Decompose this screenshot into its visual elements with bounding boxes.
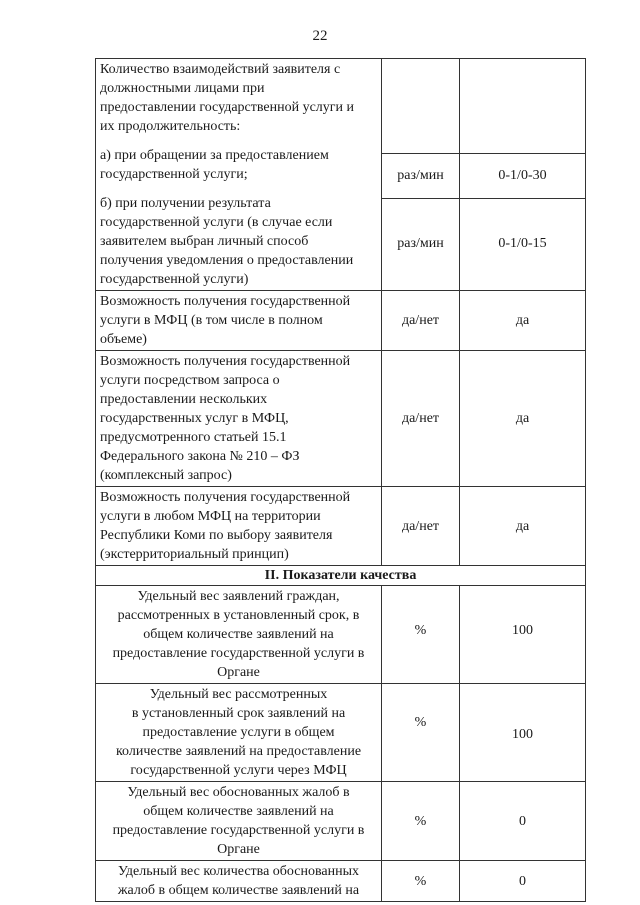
indicator-line: Количество взаимодействий заявителя с <box>100 62 341 77</box>
indicator-line: заявителем выбран личный способ <box>100 234 309 249</box>
indicator-line: предоставлении государственной услуги и <box>100 100 355 115</box>
indicator-line: их продолжительность: <box>100 119 241 134</box>
indicator-name-cell <box>96 59 382 291</box>
indicator-line: должностными лицами при <box>100 81 265 96</box>
indicator-value: да <box>460 487 586 566</box>
indicator-line: Возможность получения государственной <box>100 490 351 505</box>
indicator-name-cell <box>96 487 382 566</box>
indicator-line: предоставлении нескольких <box>100 392 268 407</box>
section-row <box>96 566 586 586</box>
table-row <box>96 351 586 487</box>
indicator-value: 0 <box>460 782 586 861</box>
page-number: 22 <box>312 28 328 44</box>
indicator-value: да <box>460 351 586 487</box>
indicator-name-cell <box>96 586 382 684</box>
indicator-value: 100 <box>460 586 586 684</box>
indicator-value: 100 <box>460 684 586 782</box>
indicators-table <box>95 58 586 902</box>
value-cell <box>460 59 586 291</box>
table-row <box>96 782 586 861</box>
indicator-line: предоставление государственной услуги в <box>112 646 365 661</box>
indicator-line: (комплексный запрос) <box>100 468 232 483</box>
indicator-line: государственной услуги (в случае если <box>100 215 333 230</box>
indicator-value: 0-1/0-15 <box>498 236 547 251</box>
indicator-line: Республики Коми по выбору заявителя <box>100 528 333 543</box>
indicator-line: Удельный вес количества обоснованных <box>117 864 360 879</box>
unit-value: % <box>382 684 460 782</box>
indicator-line: Федерального закона № 210 – ФЗ <box>100 449 300 464</box>
indicator-line: Удельный вес рассмотренных <box>149 687 328 702</box>
indicator-line: Удельный вес заявлений граждан, <box>137 589 340 604</box>
unit-value: % <box>382 861 460 902</box>
indicator-line: получения уведомления о предоставлении <box>100 253 354 268</box>
indicator-name-cell <box>96 291 382 351</box>
section-title: II. Показатели качества <box>96 566 586 586</box>
unit-value: раз/мин <box>397 236 444 251</box>
indicator-line: государственной услуги) <box>100 272 249 287</box>
indicator-line: б) при получении результата <box>100 196 271 211</box>
indicator-line: в установленный срок заявлений на <box>131 706 346 721</box>
indicator-value: да <box>460 291 586 351</box>
indicator-line: жалоб в общем количестве заявлений на <box>117 883 360 898</box>
table-row <box>96 586 586 684</box>
table-row <box>96 684 586 782</box>
indicator-name-cell <box>96 684 382 782</box>
indicator-line: услуги в любом МФЦ на территории <box>100 509 321 524</box>
indicator-line: общем количестве заявлений на <box>143 627 334 642</box>
indicator-line: объеме) <box>100 332 147 347</box>
indicator-line: предоставление государственной услуги в <box>112 823 365 838</box>
indicator-line: Возможность получения государственной <box>100 354 351 369</box>
indicator-line: Органе <box>217 842 260 857</box>
table-row <box>96 487 586 566</box>
indicator-line: рассмотренных в установленный срок, в <box>117 608 360 623</box>
unit-value: % <box>382 782 460 861</box>
unit-value: да/нет <box>382 291 460 351</box>
unit-value: да/нет <box>382 351 460 487</box>
indicator-line: государственной услуги; <box>100 167 248 182</box>
table-row <box>96 59 586 291</box>
unit-value: раз/мин <box>382 154 459 199</box>
indicator-line: услуги посредством запроса о <box>100 373 280 388</box>
indicator-line: (экстерриториальный принцип) <box>100 547 289 562</box>
indicator-line: количестве заявлений на предоставление <box>115 744 362 759</box>
indicator-name-cell <box>96 861 382 902</box>
indicator-line: услуги в МФЦ (в том числе в полном <box>100 313 323 328</box>
indicator-line: предоставление услуги в общем <box>142 725 335 740</box>
unit-value: % <box>382 586 460 684</box>
indicator-line: предусмотренного статьей 15.1 <box>100 430 287 445</box>
indicator-line: государственных услуг в МФЦ, <box>100 411 289 426</box>
indicator-line: Возможность получения государственной <box>100 294 351 309</box>
unit-cell <box>382 59 460 291</box>
table-row <box>96 291 586 351</box>
indicator-line: а) при обращении за предоставлением <box>100 148 329 163</box>
indicator-line: государственной услуги через МФЦ <box>130 763 347 778</box>
indicator-line: Удельный вес обоснованных жалоб в <box>127 785 350 800</box>
indicator-line: общем количестве заявлений на <box>143 804 334 819</box>
unit-value: да/нет <box>382 487 460 566</box>
indicator-name-cell <box>96 351 382 487</box>
indicator-line: Органе <box>217 665 260 680</box>
indicator-value: 0 <box>460 861 586 902</box>
table-row <box>96 861 586 902</box>
indicator-value: 0-1/0-30 <box>460 154 585 199</box>
indicator-name-cell <box>96 782 382 861</box>
